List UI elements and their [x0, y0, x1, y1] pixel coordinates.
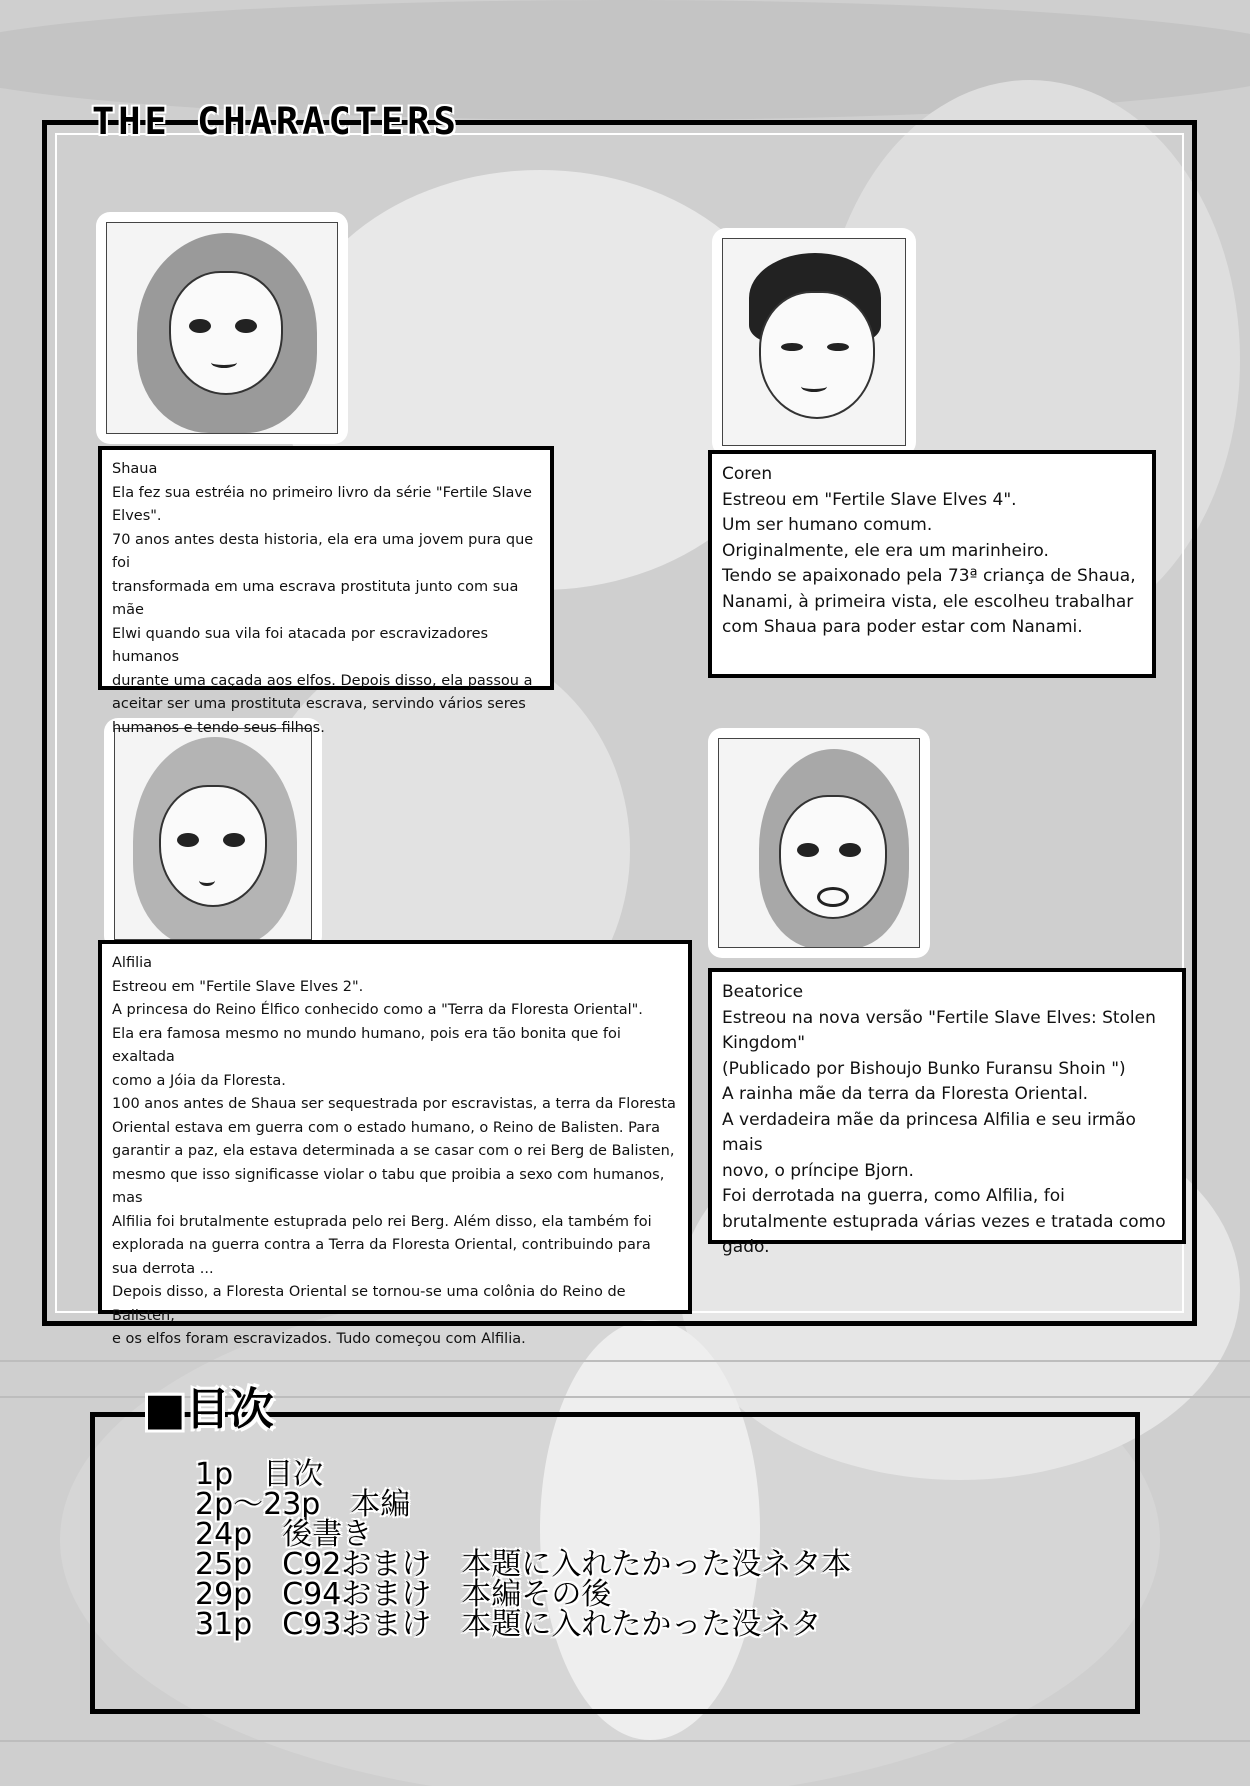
description-line: mesmo que isso significasse violar o tabu que proibia a sexo com humanos, mas	[112, 1166, 665, 1206]
description-line: Tendo se apaixonado pela 73ª criança de Shaua,	[722, 566, 1136, 586]
character-name: Alfilia	[112, 955, 153, 971]
portrait-beatorice	[708, 728, 930, 958]
coren-description	[708, 450, 1156, 678]
description-line: Nanami, à primeira vista, ele escolheu trabalhar	[722, 591, 1134, 612]
character-name: Shaua	[112, 461, 158, 477]
portrait-shaua	[96, 212, 348, 444]
description-line: Foi derrotada na guerra, como Alfilia, foi	[722, 1186, 1065, 1206]
character-name: Coren	[722, 464, 773, 484]
description-line: Ela era famosa mesmo no mundo humano, pois era tão bonita que foi exaltada	[112, 1025, 621, 1065]
description-line: Estreou em "Fertile Slave Elves 4".	[722, 489, 1017, 510]
description-line: transformada em uma escrava prostituta junto com sua mãe	[112, 578, 519, 618]
description-line: humanos e tendo seus filhos.	[112, 719, 325, 736]
description-line: com Shaua para poder estar com Nanami.	[722, 617, 1083, 637]
portrait-coren	[712, 228, 916, 456]
shaua-description	[98, 446, 554, 736]
toc-title: ■目次	[144, 1384, 274, 1435]
section-title: THE CHARACTERS	[92, 100, 460, 143]
alfilia-description	[98, 940, 692, 1347]
toc-entry: 24p 後書き	[195, 1517, 373, 1552]
description-line: A verdadeira mãe da princesa Alfilia e seu irmão mais	[722, 1109, 1136, 1155]
description-line: gado.	[722, 1237, 770, 1257]
description-line: durante uma caçada aos elfos. Depois disso, ela passou a	[112, 672, 533, 689]
description-line: Kingdom"	[722, 1033, 806, 1053]
description-line: e os elfos foram escravizados. Tudo começou com Alfilia.	[112, 1331, 526, 1347]
description-line: aceitar ser uma prostituta escrava, servindo vários seres	[112, 696, 526, 712]
description-line: Estreou na nova versão "Fertile Slave Elves: Stolen	[722, 1007, 1156, 1028]
description-line: Estreou em "Fertile Slave Elves 2".	[112, 978, 364, 995]
description-line: novo, o príncipe Bjorn.	[722, 1160, 914, 1181]
description-line: como a Jóia da Floresta.	[112, 1072, 286, 1089]
toc-entry: 31p C93おまけ 本題に入れたかった没ネタ	[195, 1607, 822, 1642]
description-line: Ela fez sua estréia no primeiro livro da série "Fertile Slave	[112, 484, 532, 501]
description-line: A rainha mãe da terra da Floresta Oriental.	[722, 1084, 1089, 1104]
description-line: Originalmente, ele era um marinheiro.	[722, 540, 1049, 561]
description-line: Elwi quando sua vila foi atacada por escravizadores humanos	[112, 625, 489, 665]
description-line: Elves".	[112, 508, 162, 524]
toc-entry: 25p C92おまけ 本題に入れたかった没ネタ本	[195, 1547, 852, 1582]
description-line: sua derrota ...	[112, 1260, 214, 1277]
description-line: 100 anos antes de Shaua ser sequestrada por escravistas, a terra da Floresta	[112, 1096, 676, 1112]
description-line: A princesa do Reino Élfico conhecido como a "Terra da Floresta Oriental".	[112, 1002, 643, 1018]
description-line: Alfilia foi brutalmente estuprada pelo rei Berg. Além disso, ela também foi	[112, 1213, 652, 1230]
character-name: Beatorice	[722, 982, 804, 1002]
toc-entry: 1p 目次	[195, 1457, 324, 1492]
toc-entry: 29p C94おまけ 本編その後	[195, 1577, 612, 1612]
description-line: (Publicado por Bishoujo Bunko Furansu Shoin ")	[722, 1058, 1126, 1079]
toc-list	[195, 1457, 852, 1642]
description-line: 70 anos antes desta historia, ela era uma jovem pura que foi	[112, 531, 534, 571]
portrait-alfilia	[104, 718, 322, 950]
beatorice-description	[708, 968, 1186, 1257]
description-line: explorada na guerra contra a Terra da Floresta Oriental, contribuindo para	[112, 1237, 651, 1253]
description-line: garantir a paz, ela estava determinada a se casar com o rei Berg de Balisten,	[112, 1143, 675, 1159]
description-line: Oriental estava em guerra com o estado humano, o Reino de Balisten. Para	[112, 1119, 660, 1136]
description-line: brutalmente estuprada várias vezes e tratada como	[722, 1211, 1166, 1232]
toc-entry: 2p～23p 本編	[195, 1487, 411, 1522]
description-line: Depois disso, a Floresta Oriental se tornou-se uma colônia do Reino de Balisten,	[112, 1284, 626, 1324]
description-line: Um ser humano comum.	[722, 515, 933, 535]
